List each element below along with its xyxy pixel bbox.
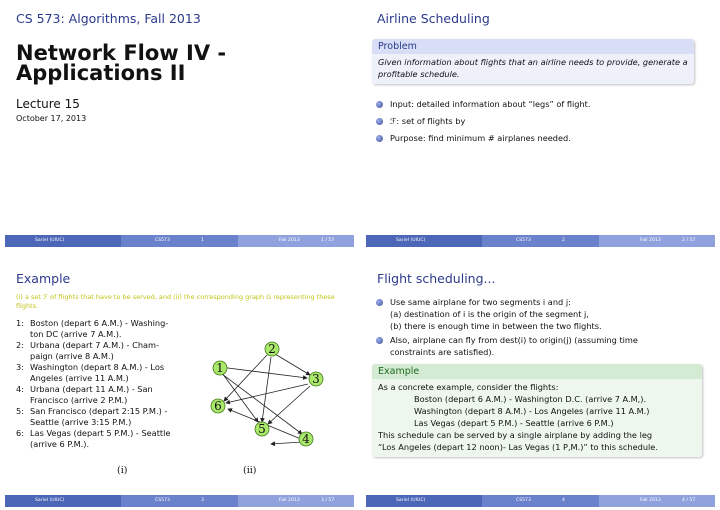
example-flight-1: Boston (depart 6 A.M.) - Washington D.C. (arrive 7 A.M,). (414, 394, 647, 404)
edge-2-5 (262, 357, 271, 422)
footer-slide-num: 4 (562, 498, 565, 503)
lecture-number: Lecture 15 (16, 97, 80, 111)
footer-pages: 1 / 57 (321, 238, 335, 243)
flight-item (16, 362, 206, 384)
footer-author: Sariel (UIUC) (396, 498, 426, 503)
example-body (372, 379, 702, 457)
block-body: Given information about flights that an airline needs to provide, generate a profitable schedule. (372, 54, 694, 84)
item-line-1: Washington (depart 8 A.M.) - Los (30, 362, 165, 372)
flight-item (16, 384, 206, 406)
item-line-2: ton DC (arrive 7 A.M.). (30, 329, 122, 339)
title-line-2: Applications II (16, 61, 186, 85)
item-number: 4: (16, 384, 24, 394)
bullet-also-cont: constraints are satisfied). (390, 347, 495, 357)
slide-title: Flight scheduling... (377, 271, 496, 286)
footer-slide-num: 3 (201, 498, 204, 503)
item-line-2: Francisco (arrive 2 P.M.) (30, 395, 128, 405)
item-line-1: Urbana (depart 11 A.M.) - San (30, 384, 153, 394)
bullet-also: Also, airplane can fly from dest(i) to origin(j) (assuming time (376, 335, 638, 346)
problem-block (372, 39, 694, 84)
lecture-title (16, 43, 226, 83)
block-title: Problem (372, 39, 694, 54)
slide-footer (366, 495, 715, 507)
flight-item (16, 318, 206, 340)
slide-footer (366, 235, 715, 247)
graph-node-label: 6 (214, 399, 222, 413)
flight-graph (200, 333, 350, 468)
footer-course: CS573 (516, 238, 531, 243)
bullet-icon (376, 135, 383, 142)
graph-node-label: 5 (258, 422, 266, 436)
flight-item (16, 406, 206, 428)
condition-b: (b) there is enough time in between the two flights. (390, 321, 602, 331)
footer-slide-num: 2 (562, 238, 565, 243)
footer-course: CS573 (155, 238, 170, 243)
edge-4-5 (271, 442, 302, 444)
title-line-1: Network Flow IV - (16, 41, 227, 65)
item-number: 2: (16, 340, 24, 350)
footer-course: CS573 (516, 498, 531, 503)
bullet-icon (376, 337, 383, 344)
example-title: Example (372, 364, 702, 379)
graph-node-label: 3 (312, 372, 320, 386)
footer-author: Sariel (UIUC) (35, 238, 65, 243)
item-line-1: Urbana (depart 7 A.M.) - Cham- (30, 340, 159, 350)
bullet-icon (376, 118, 383, 125)
example-block (372, 364, 702, 457)
flight-item (16, 340, 206, 362)
slide-footer (5, 235, 354, 247)
footer-author: Sariel (UIUC) (396, 238, 426, 243)
item-number: 5: (16, 406, 24, 416)
footer-slide-num: 1 (201, 238, 204, 243)
footer-date: Fall 2013 (279, 498, 300, 503)
item-number: 6: (16, 428, 24, 438)
graph-node-label: 1 (216, 361, 224, 375)
bullet-icon (376, 101, 383, 108)
item-line-2: paign (arrive 8 A.M.) (30, 351, 114, 361)
bullet-icon (376, 299, 383, 306)
footer-pages: 4 / 57 (682, 498, 696, 503)
item-number: 1: (16, 318, 24, 328)
course-header: CS 573: Algorithms, Fall 2013 (16, 11, 201, 26)
example-flight-2: Washington (depart 8 A.M.) - Los Angeles (arrive 11 A.M.) (414, 406, 650, 416)
slide-title: Airline Scheduling (377, 11, 490, 26)
footer-course: CS573 (155, 498, 170, 503)
item-line-1: Las Vegas (depart 5 P.M.) - Seattle (30, 428, 171, 438)
footer-pages: 3 / 57 (321, 498, 335, 503)
item-line-2: Seattle (arrive 3:15 P.M.) (30, 417, 132, 427)
example-outro-2: “Los Angeles (depart 12 noon)- Las Vegas (1 P,M.)” to this schedule. (378, 442, 658, 452)
slide-1 (5, 5, 354, 247)
footer-date: Fall 2013 (279, 238, 300, 243)
slide-4 (366, 265, 715, 507)
footer-pages: 2 / 57 (682, 238, 696, 243)
graph-node-label: 2 (268, 342, 276, 356)
footer-author: Sariel (UIUC) (35, 498, 65, 503)
figure-caption: (i) a set ℱ of flights that have to be served, and (ii) the corresponding graph G representing these flights. (16, 293, 335, 310)
graph-node-label: 4 (302, 432, 310, 446)
edge-2-6 (224, 355, 267, 401)
lecture-date: October 17, 2013 (16, 114, 87, 123)
slide-title: Example (16, 271, 71, 286)
item-line-2: Angeles (arrive 11 A.M.) (30, 373, 129, 383)
flight-item (16, 428, 206, 450)
example-flight-3: Las Vegas (depart 5 P.M.) - Seattle (arrive 6 P.M.) (414, 418, 614, 428)
condition-a: (a) destination of i is the origin of the segment j, (390, 309, 589, 319)
item-line-2: (arrive 6 P.M.). (30, 439, 90, 449)
edge-1-3 (220, 367, 307, 378)
item-line-1: San Francisco (depart 2:15 P.M.) - (30, 406, 168, 416)
example-intro: As a concrete example, consider the flights: (378, 382, 559, 392)
bullet-input: Input: detailed information about “legs” of flight. (376, 99, 590, 110)
label-ii: (ii) (243, 465, 257, 476)
bullet-flights: ℱ: set of flights by (376, 116, 465, 127)
bullet-purpose: Purpose: find minimum # airplanes needed. (376, 133, 571, 144)
item-number: 3: (16, 362, 24, 372)
slide-2 (366, 5, 715, 247)
example-outro-1: This schedule can be served by a single airplane by adding the leg (378, 430, 653, 440)
item-line-1: Boston (depart 6 A.M.) - Washing- (30, 318, 169, 328)
slide-footer (5, 495, 354, 507)
footer-date: Fall 2013 (640, 498, 661, 503)
edge-2-3 (275, 354, 310, 375)
label-i: (i) (117, 465, 128, 476)
slide-3 (5, 265, 354, 507)
bullet-same-airplane: Use same airplane for two segments i and j: (376, 297, 571, 308)
footer-date: Fall 2013 (640, 238, 661, 243)
